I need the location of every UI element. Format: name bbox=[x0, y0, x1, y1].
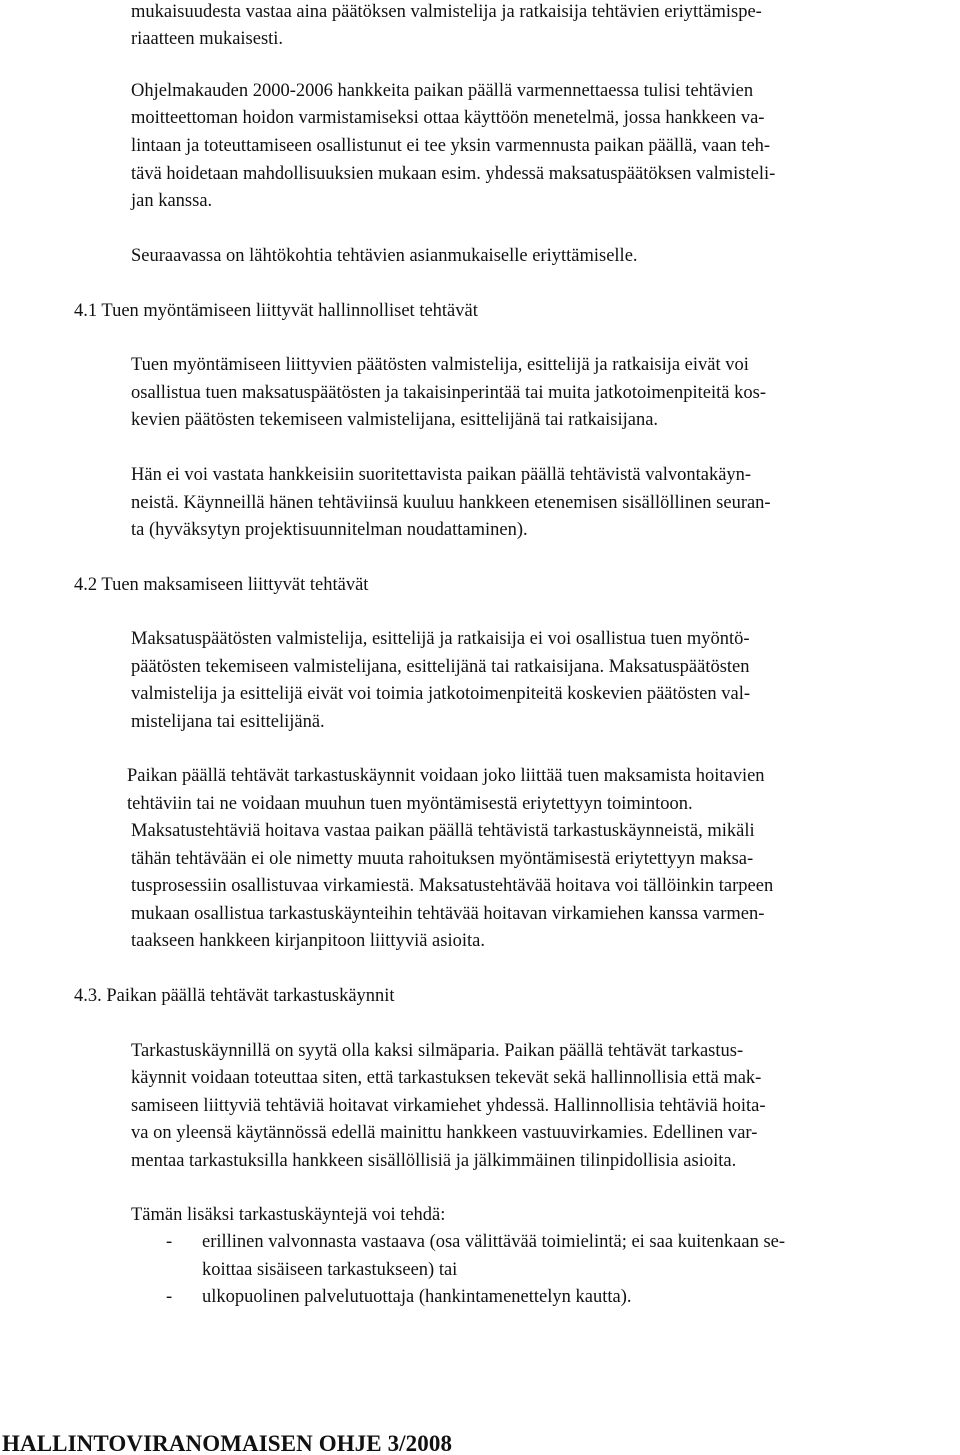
text-line: Paikan päällä tehtävät tarkastuskäynnit voidaan joko liittää tuen maksamista hoitavien bbox=[127, 766, 765, 786]
text-line: neistä. Käynneillä hänen tehtäviinsä kuuluu hankkeen etenemisen sisällöllinen seuran- bbox=[131, 493, 771, 513]
text-line: lintaan ja toteuttamiseen osallistunut ei tee yksin varmennusta paikan päällä, vaan teh- bbox=[131, 136, 771, 156]
text-line: päätösten tekemiseen valmistelijana, esittelijänä tai ratkaisijana. Maksatuspäätösten bbox=[131, 657, 750, 677]
text-line: Maksatuspäätösten valmistelija, esittelijä ja ratkaisija ei voi osallistua tuen myöntö- bbox=[131, 629, 750, 649]
footer-document-title: HALLINTOVIRANOMAISEN OHJE 3/2008 bbox=[2, 1431, 453, 1455]
text-line: Tämän lisäksi tarkastuskäyntejä voi tehdä: bbox=[131, 1205, 446, 1225]
text-line: jan kanssa. bbox=[131, 191, 213, 211]
text-line: Hän ei voi vastata hankkeisiin suoritettavista paikan päällä tehtävistä valvontakäyn- bbox=[131, 465, 752, 485]
text-line: tusprosessiin osallistuvaa virkamiestä. Maksatustehtävää hoitava voi tällöinkin tarpeen bbox=[131, 876, 774, 896]
text-line: tehtäviin tai ne voidaan muuhun tuen myöntämisestä eriytettyyn toimintoon. bbox=[127, 794, 693, 814]
text-line: mukaisuudesta vastaa aina päätöksen valmistelija ja ratkaisija tehtävien eriyttämispe- bbox=[131, 2, 762, 22]
text-line: samiseen liittyviä tehtäviä hoitavat virkamiehet yhdessä. Hallinnollisia tehtäviä hoita- bbox=[131, 1096, 766, 1116]
text-line: Seuraavassa on lähtökohtia tehtävien asianmukaiselle eriyttämiselle. bbox=[131, 246, 638, 266]
text-line: osallistua tuen maksatuspäätösten ja takaisinperintää tai muita jatkotoimenpiteitä kos- bbox=[131, 383, 766, 403]
text-line: va on yleensä käytännössä edellä mainittu hankkeen vastuuvirkamies. Edellinen var- bbox=[131, 1123, 758, 1143]
text-line: tähän tehtävään ei ole nimetty muuta rahoituksen myöntämisestä eriytettyyn maksa- bbox=[131, 849, 754, 869]
text-line: mentaa tarkastuksilla hankkeen sisällöllisiä ja jälkimmäinen tilinpidollisia asioita. bbox=[131, 1151, 737, 1171]
section-heading-4-2: 4.2 Tuen maksamiseen liittyvät tehtävät bbox=[74, 575, 369, 595]
text-line: käynnit voidaan toteuttaa siten, että tarkastuksen tekevät sekä hallinnollisia että mak- bbox=[131, 1068, 762, 1088]
text-line: Tuen myöntämiseen liittyvien päätösten valmistelija, esittelijä ja ratkaisija eivät voi bbox=[131, 355, 749, 375]
text-line: ulkopuolinen palvelutuottaja (hankintamenettelyn kautta). bbox=[202, 1287, 632, 1307]
section-heading-4-1: 4.1 Tuen myöntämiseen liittyvät hallinnolliset tehtävät bbox=[74, 301, 478, 321]
list-bullet: - bbox=[166, 1287, 173, 1307]
text-line: ta (hyväksytyn projektisuunnitelman noudattaminen). bbox=[131, 520, 528, 540]
text-line: erillinen valvonnasta vastaava (osa välittävää toimielintä; ei saa kuitenkaan se- bbox=[202, 1232, 786, 1252]
text-line: Ohjelmakauden 2000-2006 hankkeita paikan päällä varmennettaessa tulisi tehtävien bbox=[131, 81, 754, 101]
text-line: valmistelija ja esittelijä eivät voi toimia jatkotoimenpiteitä koskevien päätösten val- bbox=[131, 684, 751, 704]
text-line: riaatteen mukaisesti. bbox=[131, 29, 284, 49]
list-bullet: - bbox=[166, 1232, 173, 1252]
text-line: taakseen hankkeen kirjanpitoon liittyviä asioita. bbox=[131, 931, 485, 951]
text-line: Maksatustehtäviä hoitava vastaa paikan päällä tehtävistä tarkastuskäynneistä, mikäli bbox=[131, 821, 755, 841]
text-line: mukaan osallistua tarkastuskäynteihin tehtävää hoitavan virkamiehen kanssa varmen- bbox=[131, 904, 765, 924]
section-heading-4-3: 4.3. Paikan päällä tehtävät tarkastuskäynnit bbox=[74, 986, 395, 1006]
text-line: tävä hoidetaan mahdollisuuksien mukaan esim. yhdessä maksatuspäätöksen valmisteli- bbox=[131, 164, 776, 184]
text-line: mistelijana tai esittelijänä. bbox=[131, 712, 325, 732]
text-line: koittaa sisäiseen tarkastukseen) tai bbox=[202, 1260, 458, 1280]
text-line: moitteettoman hoidon varmistamiseksi ottaa käyttöön menetelmä, jossa hankkeen va- bbox=[131, 108, 765, 128]
text-line: kevien päätösten tekemiseen valmistelijana, esittelijänä tai ratkaisijana. bbox=[131, 410, 659, 430]
text-line: Tarkastuskäynnillä on syytä olla kaksi silmäparia. Paikan päällä tehtävät tarkastus- bbox=[131, 1041, 744, 1061]
